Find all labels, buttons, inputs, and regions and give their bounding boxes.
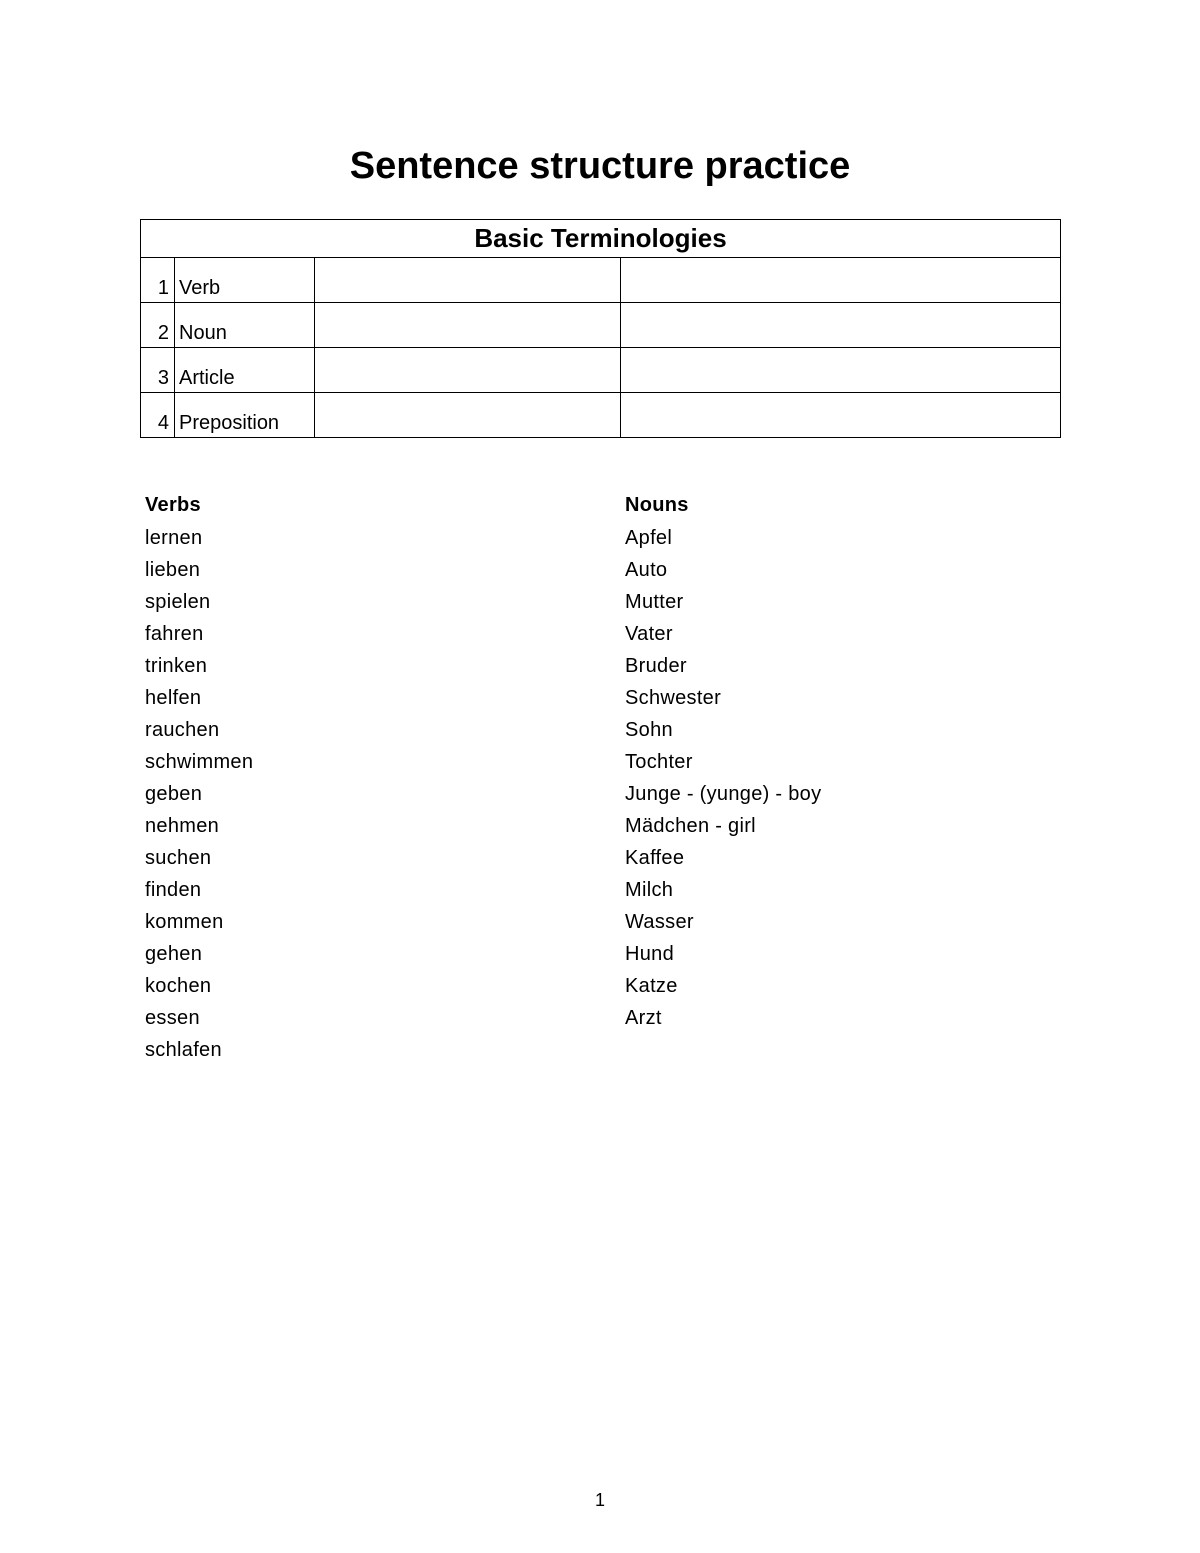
nouns-list [625,490,821,1034]
table-row [141,303,1061,348]
verb-item: rauchen [145,719,220,741]
verb-item: finden [145,879,202,901]
noun-item: Mädchen - girl [625,815,756,837]
row-term: Verb [175,258,315,303]
noun-item: Kaffee [625,847,685,869]
table-row [141,393,1061,438]
blank-cell[interactable] [315,303,621,348]
noun-item: Katze [625,975,678,997]
verb-item: kommen [145,911,224,933]
table-heading: Basic Terminologies [141,220,1061,258]
blank-cell[interactable] [621,258,1061,303]
noun-item: Schwester [625,687,722,709]
blank-cell[interactable] [315,348,621,393]
noun-item: Sohn [625,719,673,741]
verb-item: geben [145,783,203,805]
noun-item: Hund [625,943,675,965]
verb-item: essen [145,1007,200,1029]
row-number: 2 [141,303,175,348]
noun-item: Auto [625,559,668,581]
verb-item: kochen [145,975,212,997]
page-number: 1 [594,1490,605,1510]
noun-item: Apfel [625,527,673,549]
noun-item: Vater [625,623,673,645]
verb-item: spielen [145,591,211,613]
noun-item: Tochter [625,751,693,773]
table-header-row [141,220,1061,258]
nouns-heading: Nouns [625,494,689,516]
verbs-list [145,490,253,1066]
noun-item: Arzt [625,1007,662,1029]
row-term: Preposition [175,393,315,438]
verb-item: gehen [145,943,203,965]
row-number: 1 [141,258,175,303]
noun-item: Bruder [625,655,687,677]
page-title: Sentence structure practice [349,145,851,187]
verb-item: suchen [145,847,212,869]
verbs-heading: Verbs [145,494,201,516]
blank-cell[interactable] [315,258,621,303]
row-term: Article [175,348,315,393]
blank-cell[interactable] [621,303,1061,348]
blank-cell[interactable] [621,393,1061,438]
blank-cell[interactable] [621,348,1061,393]
noun-item: Milch [625,879,674,901]
noun-item: Junge - (yunge) - boy [625,783,822,805]
verb-item: trinken [145,655,208,677]
verb-item: lieben [145,559,201,581]
verb-item: schwimmen [145,751,254,773]
verb-item: helfen [145,687,202,709]
blank-cell[interactable] [315,393,621,438]
verb-item: nehmen [145,815,220,837]
row-number: 4 [141,393,175,438]
table-row [141,348,1061,393]
verb-item: fahren [145,623,204,645]
noun-item: Wasser [625,911,694,933]
terminology-table [140,219,1061,438]
verb-item: lernen [145,527,203,549]
table-row [141,258,1061,303]
verb-item: schlafen [145,1039,222,1061]
noun-item: Mutter [625,591,684,613]
row-number: 3 [141,348,175,393]
row-term: Noun [175,303,315,348]
